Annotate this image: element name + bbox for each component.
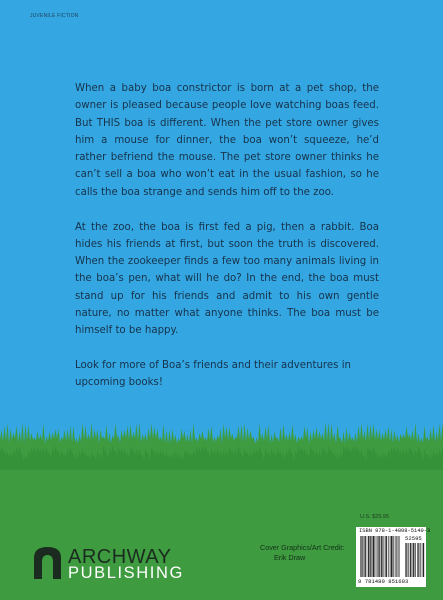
- credit-heading: Cover Graphics/Art Credit:: [260, 543, 345, 552]
- price-label: U.S. $25.95: [360, 514, 390, 520]
- barcode-addon-bar: [406, 543, 407, 577]
- barcode-addon-bar: [417, 543, 418, 577]
- barcode-addon-bar: [407, 543, 408, 577]
- barcode-addon-bar: [419, 543, 420, 577]
- barcode-addon-bar: [418, 543, 419, 577]
- publisher-name-line-1: ARCHWAY: [68, 546, 172, 568]
- barcode-addon-bar: [422, 543, 423, 577]
- barcode-addon-bar: [410, 543, 411, 577]
- blurb-paragraph-3: Look for more of Boa’s friends and their adventures in upcoming books!: [75, 360, 351, 389]
- barcode-addon-bar: [424, 543, 425, 577]
- barcode-addon-digits: 52595: [405, 535, 422, 542]
- cover-art-credit: [260, 543, 370, 562]
- barcode-addon-bar: [420, 543, 421, 577]
- blurb-paragraph-2: At the zoo, the boa is first fed a pig, then a rabbit. Boa hides his friends at first, but soon the truth is discovered. When the zookeeper finds a few too many animals living in the boa’s pen, what will he do? In the end, the boa must stand up for his friends and admit to his own gentle nature, no matter what anyone thinks. The boa must be himself to be happy.: [75, 221, 379, 337]
- publisher-name-line-2: PUBLISHING: [68, 564, 184, 582]
- barcode-digits: 9 781480 851603: [358, 578, 409, 585]
- barcode-addon-bar: [405, 543, 406, 577]
- isbn-number: ISBN 978-1-4808-5140-3: [359, 528, 431, 534]
- barcode-addon-bar: [413, 543, 414, 577]
- barcode-addon-bar: [412, 543, 413, 577]
- category-label: JUVENILE FICTION: [30, 13, 79, 19]
- barcode-addon-bar: [423, 543, 424, 577]
- blurb-paragraph-1: When a baby boa constrictor is born at a pet shop, the owner is pleased because people love watching boas feed. But THIS boa is different. When the pet store owner gives him a mouse for dinner, the boa won’t squeeze, he’d rather befriend the mouse. The pet store owner thinks he can’t sell a boa who won’t eat in the usual fashion, so he calls the boa strange and sends him off to the zoo.: [75, 83, 379, 198]
- credit-name: Erik Draw: [274, 552, 306, 562]
- barcode-addon-bar: [408, 543, 409, 577]
- barcode-addon-bar: [415, 543, 416, 577]
- archway-logo-icon: [33, 546, 62, 579]
- barcode-addon-bar: [413, 543, 414, 577]
- barcode-addon-bar: [410, 543, 411, 577]
- barcode-addon-bar: [415, 543, 416, 577]
